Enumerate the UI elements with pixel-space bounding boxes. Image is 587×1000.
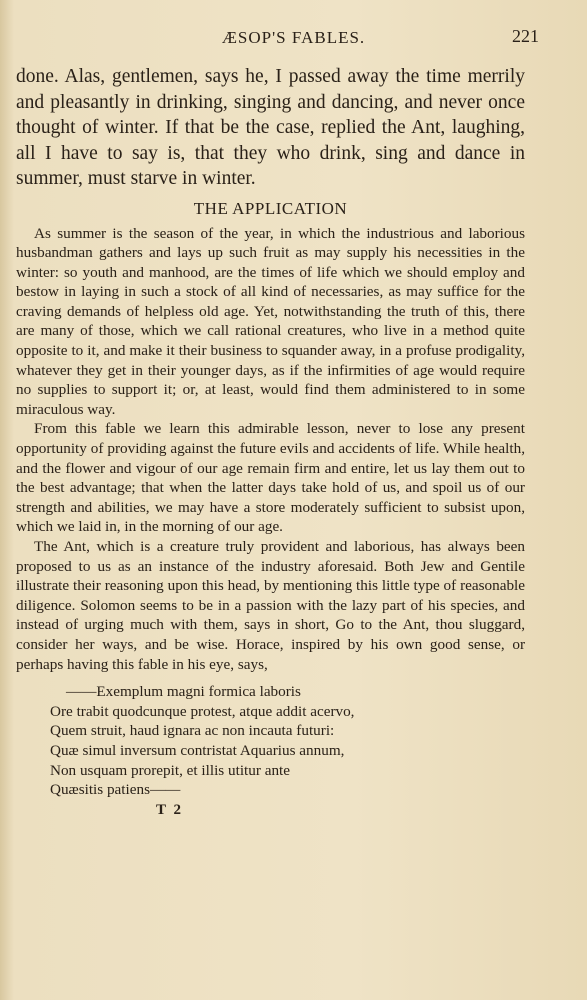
application-paragraph: The Ant, which is a creature truly provident and laborious, has always been proposed to us as an instance of the industry aforesaid. Both Jew and Gentile illustrate their reasoning upon this head, by mentioning this little type of reasonable diligence. Solomon seems to be in a passion with the lazy part of his species, and instead of urging much with them, says in short, Go to the Ant, thou sluggard, consider her ways, and be wise. Horace, inspired by his own good sense, or perhaps having this fable in his eye, says, [16,538,525,673]
page-number: 221 [512,26,539,46]
fable-ending-paragraph: done. Alas, gentlemen, says he, I passed away the time merrily and pleasantly in drinking, singing and dancing, and never once thought of winter. If that be the case, replied the Ant, laughing, all I have to say is, that they who drink, sing and dance in summer, must starve in winter. [16,66,525,189]
verse-line: Quem struit, haud ignara ac non incauta futuri: [50,722,335,740]
verse-line: Quæ simul inversum contristat Aquarius annum, [50,741,345,759]
verse-line: Non usquam prorepit, et illis utitur ante [50,761,291,779]
verse-line: Quæsitis patiens—— [50,781,181,799]
section-heading: THE APPLICATION [193,198,348,218]
application-paragraph: As summer is the season of the year, in which the industrious and laborious husbandman gathers and lays up such fruit as may supply his necessities in the winter: so youth and manhood, are the times of life which we should employ and bestow in laying in such a stock of all kind of necessaries, as may suffice for the craving demands of helpless old age. Yet, notwithstanding the truth of this, there are many of those, which we call rational creatures, who live in a method quite opposite to it, and make it their business to squander away, in a profuse prodigality, whatever they get in their younger days, as if the infirmities of age would require no supplies to support it; or, at least, would find them administered to in some miraculous way. [16,224,525,418]
signature-mark: T 2 [156,801,183,818]
body-text [16,64,525,819]
page-header [0,28,587,52]
verse-line: ——Exemplum magni formica laboris [66,683,301,701]
verse-line: Ore trabit quodcunque protest, atque addit acervo, [50,702,355,720]
application-paragraph: From this fable we learn this admirable lesson, never to lose any present opportunity of providing against the future evils and accidents of life. While health, and the flower and vigour of our age remain firm and entire, let us lay them out to the best advantage; that when the latter days take hold of us, and spoil us of our strength and abilities, we may have a store moderately sufficient to subsist upon, which we laid in, in the morning of our age. [16,420,525,536]
application-section [16,224,525,675]
running-title: ÆSOP'S FABLES. [221,28,366,47]
latin-verse-quotation [50,682,525,800]
